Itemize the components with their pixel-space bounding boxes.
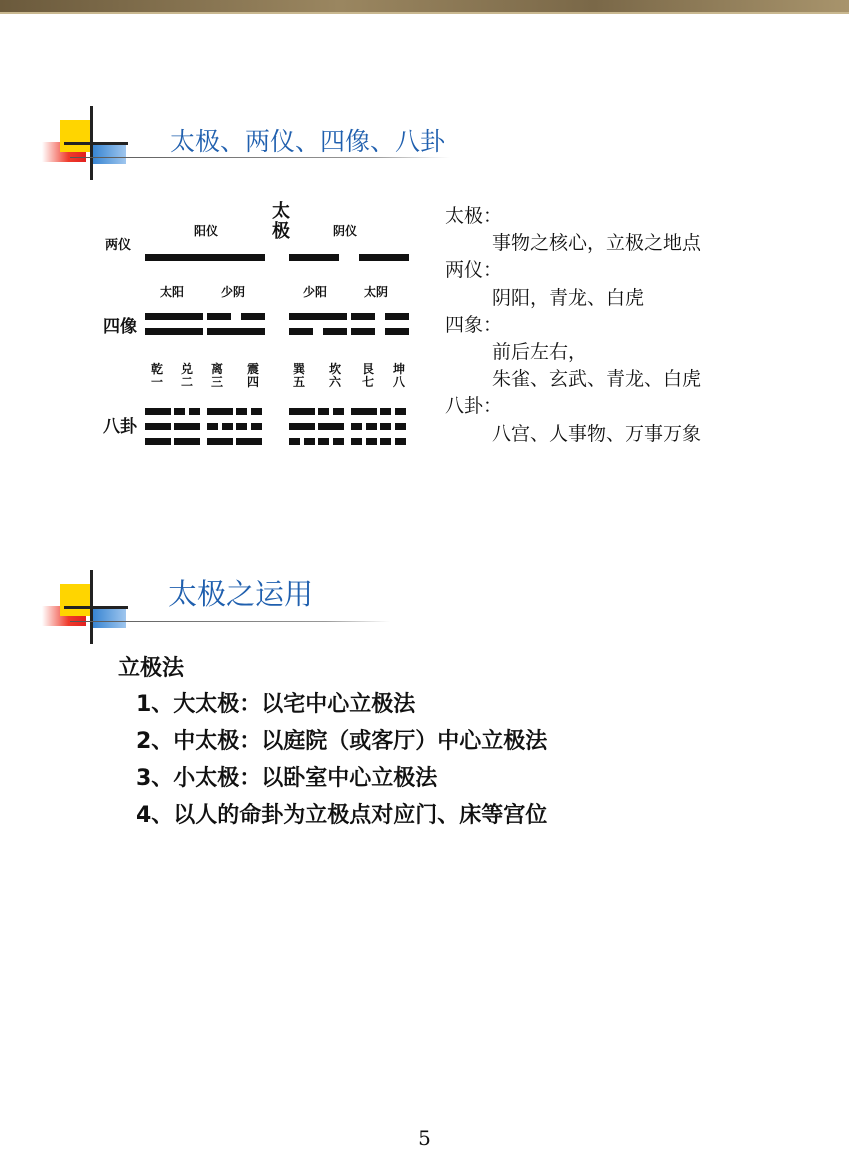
- explanation-text: 八宫、人事物、万事万象: [492, 422, 702, 445]
- yao-line: [395, 423, 406, 430]
- explanation-list: [445, 203, 701, 448]
- yao-line: [207, 438, 233, 445]
- yao-line: [236, 423, 247, 430]
- yao-line: [351, 408, 377, 415]
- top-border-line: [0, 12, 849, 14]
- bagua-label: 艮 七: [361, 362, 374, 389]
- yao-line: [174, 438, 200, 445]
- yao-line: [385, 328, 409, 335]
- yao-line: [145, 328, 203, 335]
- sixiang-label: 太阴: [363, 285, 388, 299]
- bagua-label: 兑 二: [180, 362, 193, 389]
- yao-line: [289, 254, 339, 261]
- usage-item: 4、以人的命卦为立极点对应门、床等宫位: [136, 803, 548, 828]
- bagua-label: 离 三: [210, 362, 223, 389]
- sixiang-label: 少阴: [220, 285, 245, 299]
- yao-line: [174, 423, 200, 430]
- bagua-label: 坎 六: [328, 362, 341, 389]
- yao-line: [323, 328, 347, 335]
- yao-line: [289, 423, 315, 430]
- yao-line: [207, 313, 231, 320]
- yao-line: [380, 408, 391, 415]
- yao-line: [318, 423, 344, 430]
- yao-line: [395, 438, 406, 445]
- explanation-text: 朱雀、玄武、青龙、白虎: [492, 368, 702, 391]
- explanation-heading: 四象：: [445, 313, 503, 336]
- yao-line: [351, 438, 362, 445]
- explanation-heading: 两仪：: [445, 259, 503, 282]
- yao-line: [189, 408, 200, 415]
- yao-line: [241, 313, 265, 320]
- yao-line: [222, 423, 233, 430]
- yao-line: [380, 423, 391, 430]
- explanation-heading: 八卦：: [445, 395, 503, 418]
- yao-line: [236, 408, 247, 415]
- yao-line: [318, 438, 329, 445]
- yao-line: [145, 423, 171, 430]
- yao-line: [145, 438, 171, 445]
- bagua-label: 乾 一: [150, 362, 163, 389]
- bagua-label: 巽 五: [292, 362, 305, 389]
- top-border: [0, 0, 849, 12]
- bagua-label: 震 四: [246, 362, 259, 389]
- yao-line: [351, 313, 375, 320]
- bagua-label: 坤 八: [392, 362, 405, 389]
- usage-item: 3、小太极：以卧室中心立极法: [136, 766, 438, 791]
- usage-item: 1、大太极：以宅中心立极法: [136, 692, 416, 717]
- taiji-label: 太 极: [272, 201, 290, 242]
- page-number: 5: [418, 1126, 431, 1150]
- yao-line: [207, 423, 218, 430]
- yao-line: [318, 408, 329, 415]
- yao-line: [145, 313, 203, 320]
- section-decoration-icon: [42, 106, 132, 186]
- section-decoration-icon: [42, 570, 132, 650]
- liangyi-label: 阴仪: [332, 224, 357, 238]
- yao-line: [366, 438, 377, 445]
- row-label-bagua: 八卦: [103, 417, 137, 437]
- yao-line: [366, 423, 377, 430]
- yao-line: [333, 408, 344, 415]
- yao-line: [207, 328, 265, 335]
- explanation-text: 前后左右，: [492, 341, 588, 364]
- yao-line: [289, 438, 300, 445]
- yao-line: [289, 328, 313, 335]
- sixiang-label: 太阳: [159, 285, 184, 299]
- yao-line: [207, 408, 233, 415]
- section-title: 太极之运用: [168, 577, 314, 611]
- explanation-text: 事物之核心，立极之地点: [492, 232, 702, 255]
- section-rule: [70, 157, 450, 158]
- yao-line: [145, 254, 265, 261]
- explanation-heading: 太极：: [445, 205, 503, 227]
- usage-title: 立极法: [118, 656, 185, 681]
- usage-item: 2、中太极：以庭院（或客厅）中心立极法: [136, 729, 548, 754]
- liangyi-label: 阳仪: [193, 224, 218, 238]
- yao-line: [251, 423, 262, 430]
- yao-line: [395, 408, 406, 415]
- row-label-sixiang: 四像: [103, 317, 137, 337]
- section-rule: [70, 621, 390, 622]
- section-title: 太极、两仪、四像、八卦: [170, 127, 446, 156]
- yao-line: [351, 328, 375, 335]
- yao-line: [145, 408, 171, 415]
- explanation-text: 阴阳，青龙、白虎: [492, 286, 645, 309]
- row-label-liangyi: 两仪: [105, 238, 132, 253]
- sixiang-label: 少阳: [302, 285, 327, 299]
- yao-line: [174, 408, 185, 415]
- yao-line: [304, 438, 315, 445]
- yao-line: [289, 313, 347, 320]
- yao-line: [236, 438, 262, 445]
- yao-line: [380, 438, 391, 445]
- yao-line: [351, 423, 362, 430]
- yao-line: [385, 313, 409, 320]
- yao-line: [359, 254, 409, 261]
- yao-line: [251, 408, 262, 415]
- yao-line: [289, 408, 315, 415]
- usage-block: [118, 652, 547, 834]
- yao-line: [333, 438, 344, 445]
